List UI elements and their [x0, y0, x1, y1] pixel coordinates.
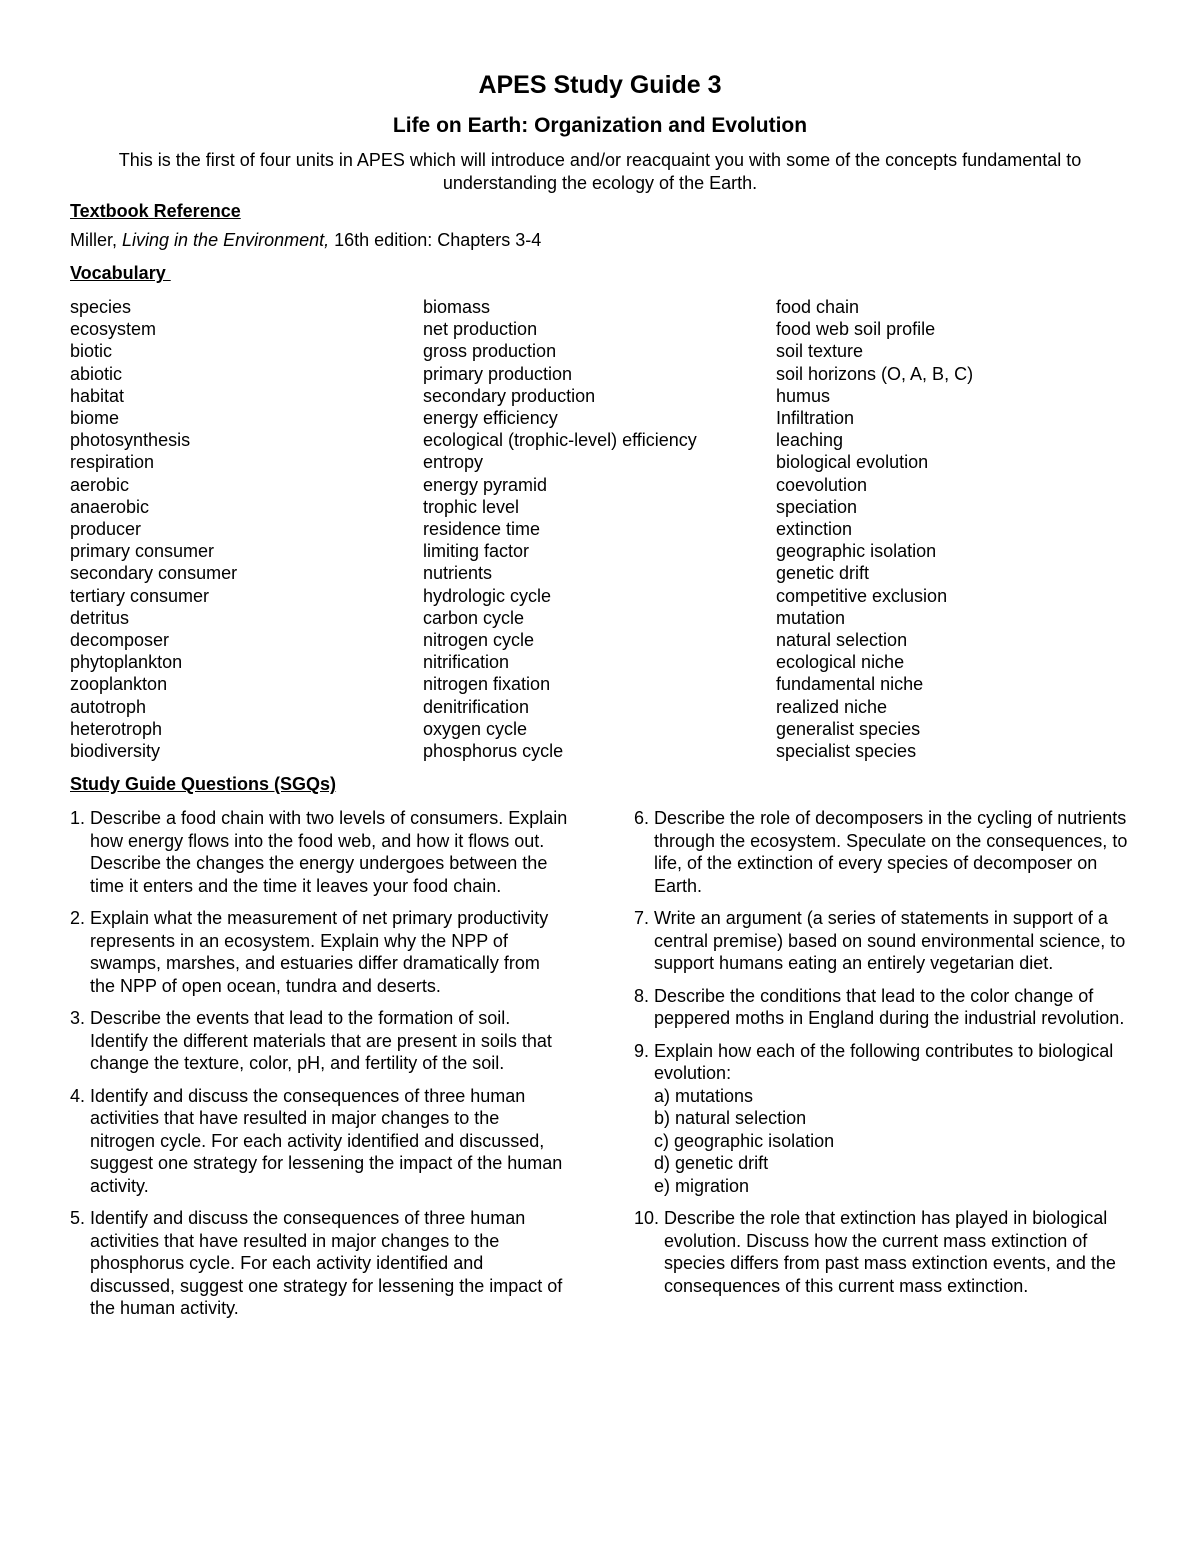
vocab-term: gross production — [423, 341, 557, 362]
vocab-term: specialist species — [776, 741, 917, 762]
vocab-term: oxygen cycle — [423, 718, 528, 739]
question-body — [654, 985, 1134, 1030]
vocab-term: heterotroph — [70, 718, 163, 739]
vocab-term: biome — [70, 408, 120, 429]
question-body — [654, 807, 1134, 897]
study-question — [634, 1207, 1134, 1297]
textbook-heading: Textbook Reference — [70, 201, 241, 221]
intro-paragraph: This is the first of four units in APES which will introduce and/or reacquaint you with some of the concepts fundamental to understanding the ecology of the Earth. — [118, 150, 1082, 193]
vocab-term: biomass — [423, 297, 491, 317]
vocab-term: Infiltration — [776, 408, 855, 429]
study-question — [70, 907, 568, 997]
vocab-term: nitrification — [423, 652, 510, 673]
vocab-term: entropy — [423, 452, 484, 473]
vocab-term: trophic level — [423, 496, 520, 517]
page-title: APES Study Guide 3 — [478, 71, 722, 99]
vocab-term: competitive exclusion — [776, 585, 948, 606]
study-question — [70, 1007, 568, 1075]
question-text: Identify and discuss the consequences of three human activities that have resulted in major changes to the phosphorus cycle. For each activity identified and discussed, suggest one strategy for lessening the impact of the human activity. — [90, 1208, 563, 1318]
vocab-term: biological evolution — [776, 452, 929, 473]
question-text: Identify and discuss the consequences of three human activities that have resulted in major changes to the nitrogen cycle. For each activity identified and discussed, suggest one strategy for lessening the impact of the human activity. — [90, 1085, 563, 1196]
question-number: 9. — [634, 1040, 655, 1061]
study-question — [634, 907, 1134, 975]
vocab-term: autotroph — [70, 696, 147, 717]
question-body — [90, 807, 568, 897]
question-body — [90, 907, 568, 997]
vocab-term: genetic drift — [776, 563, 870, 584]
vocab-term: producer — [70, 519, 142, 540]
question-body — [654, 907, 1134, 975]
question-number: 5. — [70, 1208, 91, 1228]
question-text: Describe the role that extinction has played in biological evolution. Discuss how the current mass extinction of species differs from past mass extinction events, and the consequences of this current mass extinction. — [664, 1208, 1116, 1296]
question-body — [90, 1007, 568, 1075]
vocab-term: speciation — [776, 496, 858, 517]
questions-heading: Study Guide Questions (SGQs) — [70, 774, 337, 794]
question-text: Explain how each of the following contributes to biological evolution: — [654, 1040, 1114, 1083]
vocab-term: secondary consumer — [70, 563, 238, 584]
study-question — [70, 1085, 568, 1198]
vocab-term: realized niche — [776, 696, 888, 717]
question-subitem: b) natural selection — [654, 1108, 807, 1128]
vocab-term: ecosystem — [70, 319, 157, 340]
vocab-term: photosynthesis — [70, 430, 191, 451]
vocab-term: biodiversity — [70, 741, 161, 762]
study-question — [634, 985, 1134, 1030]
vocab-term: soil texture — [776, 341, 864, 362]
vocab-term: tertiary consumer — [70, 585, 210, 606]
vocab-term: mutation — [776, 607, 846, 628]
study-question — [634, 807, 1134, 897]
vocab-term: nutrients — [423, 563, 493, 584]
study-question — [634, 1040, 1134, 1198]
question-subitems — [654, 1085, 1134, 1198]
question-number: 6. — [634, 808, 655, 828]
vocab-term: fundamental niche — [776, 674, 924, 695]
vocab-term: secondary production — [423, 385, 596, 406]
ref-book-title: Living in the Environment, — [122, 230, 330, 250]
question-number: 7. — [634, 908, 655, 928]
vocab-term: food chain — [776, 297, 860, 317]
vocab-term: denitrification — [423, 696, 530, 717]
vocab-column-1 — [70, 296, 237, 762]
vocab-term: hydrologic cycle — [423, 585, 552, 606]
vocab-term: decomposer — [70, 630, 170, 651]
vocab-term: soil horizons (O, A, B, C) — [776, 363, 974, 384]
vocab-term: habitat — [70, 385, 125, 406]
question-text: Describe the events that lead to the formation of soil. Identify the different materials that are present in soils that change the texture, color, pH, and fertility of the soil. — [90, 1008, 552, 1073]
vocab-term: extinction — [776, 519, 853, 540]
vocab-term: anaerobic — [70, 496, 150, 517]
question-number: 3. — [70, 1008, 91, 1028]
vocab-term: natural selection — [776, 630, 908, 651]
vocab-term: coevolution — [776, 474, 868, 495]
vocab-term: species — [70, 297, 132, 317]
question-text: Describe the conditions that lead to the color change of peppered moths in England during the industrial revolution. — [654, 985, 1125, 1028]
study-question — [70, 807, 568, 897]
vocab-term: respiration — [70, 452, 155, 473]
vocab-term: geographic isolation — [776, 541, 937, 562]
question-subitem: c) geographic isolation — [654, 1130, 835, 1151]
vocab-term: energy efficiency — [423, 408, 558, 429]
vocabulary-heading: Vocabulary — [70, 263, 171, 283]
vocab-term: residence time — [423, 519, 541, 540]
vocab-term: biotic — [70, 341, 113, 362]
vocab-term: energy pyramid — [423, 474, 548, 495]
questions-left-column — [70, 807, 568, 1330]
vocab-term: net production — [423, 319, 538, 340]
vocab-term: phosphorus cycle — [423, 741, 564, 762]
vocab-term: food web soil profile — [776, 319, 936, 340]
vocab-term: ecological niche — [776, 652, 905, 673]
vocab-term: carbon cycle — [423, 607, 525, 628]
vocab-term: limiting factor — [423, 541, 530, 562]
vocab-term: nitrogen fixation — [423, 674, 551, 695]
vocab-term: abiotic — [70, 363, 123, 384]
page-subtitle: Life on Earth: Organization and Evolution — [392, 114, 808, 137]
question-number: 2. — [70, 908, 91, 928]
question-text: Explain what the measurement of net primary productivity represents in an ecosystem. Explain why the NPP of swamps, marshes, and estuaries differ dramatically from the NPP of open ocean, tundra and deserts. — [90, 908, 549, 996]
question-text: Describe the role of decomposers in the cycling of nutrients through the ecosystem. Speculate on the consequences, to life, of the extinction of every species of decomposer on Earth. — [654, 808, 1128, 896]
textbook-reference — [70, 229, 541, 252]
vocab-term: humus — [776, 385, 831, 406]
vocab-term: generalist species — [776, 718, 921, 739]
study-question — [70, 1207, 568, 1320]
question-subitem: e) migration — [654, 1175, 750, 1196]
vocab-term: primary consumer — [70, 541, 215, 562]
question-subitem: a) mutations — [654, 1085, 754, 1106]
questions-right-column — [634, 807, 1134, 1307]
question-body — [664, 1207, 1134, 1297]
question-body — [654, 1040, 1134, 1198]
question-body — [90, 1207, 568, 1320]
ref-edition: 16th edition: Chapters 3-4 — [329, 230, 542, 250]
vocab-term: ecological (trophic-level) efficiency — [423, 430, 697, 451]
ref-author: Miller, — [70, 230, 123, 250]
question-subitem: d) genetic drift — [654, 1153, 769, 1173]
question-number: 10. — [634, 1208, 665, 1228]
question-number: 8. — [634, 985, 655, 1006]
question-number: 4. — [70, 1085, 91, 1106]
vocab-term: leaching — [776, 430, 844, 451]
vocab-term: zooplankton — [70, 674, 168, 695]
vocab-column-2 — [423, 296, 697, 762]
question-number: 1. — [70, 808, 91, 828]
vocab-term: primary production — [423, 363, 573, 384]
vocab-term: nitrogen cycle — [423, 630, 535, 651]
question-body — [90, 1085, 568, 1198]
question-text: Describe a food chain with two levels of consumers. Explain how energy flows into the food web, and how it flows out. Describe the changes the energy undergoes between the time it enters and the time it leaves your food chain. — [90, 808, 568, 896]
vocab-term: aerobic — [70, 474, 130, 495]
vocab-term: phytoplankton — [70, 652, 183, 673]
question-text: Write an argument (a series of statements in support of a central premise) based on sound environmental science, to support humans eating an entirely vegetarian diet. — [654, 908, 1126, 973]
vocab-term: detritus — [70, 607, 130, 628]
vocab-column-3 — [776, 296, 973, 762]
